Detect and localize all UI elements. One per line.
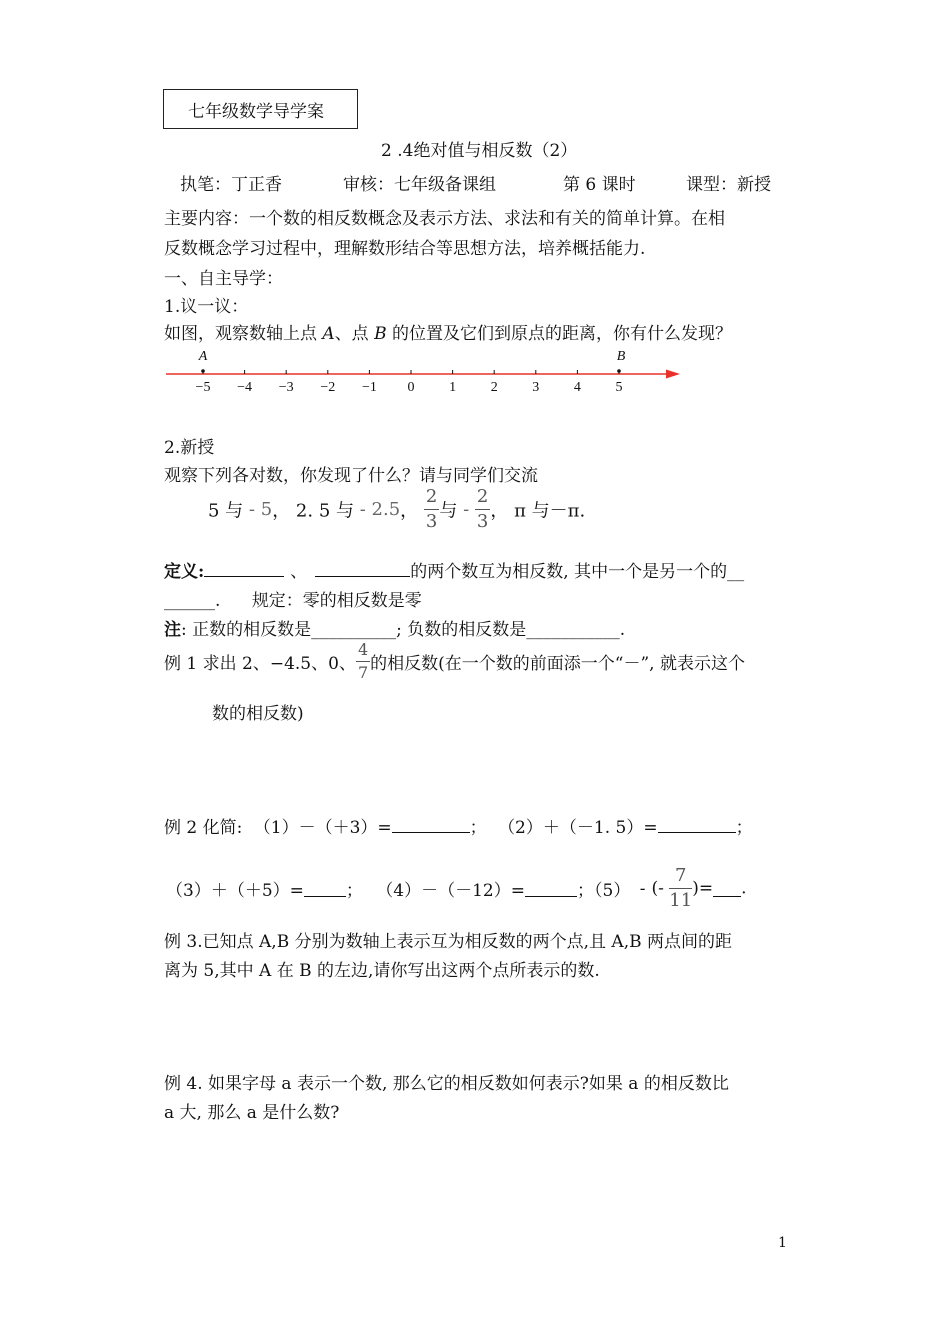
- example-1: [164, 642, 745, 681]
- definition-blank-1[interactable]: [204, 560, 284, 577]
- fraction-denominator: 3: [425, 511, 438, 532]
- definition-blank-2[interactable]: [315, 560, 410, 577]
- period: 第 6 课时: [563, 175, 636, 195]
- pair-2-positive: 2. 5 与: [295, 500, 354, 522]
- example-2-item-5-minus: -: [639, 878, 646, 899]
- title-box: [163, 89, 358, 129]
- pair-2-sep: ，: [400, 500, 419, 522]
- instruction: 观察下列各对数，你发现了什么？请与同学们交流: [164, 466, 538, 486]
- fraction-four-sevenths: [356, 642, 370, 681]
- tick-label: 3: [532, 380, 540, 395]
- intro-line-2: 反数概念学习过程中，理解数形结合等思想方法，培养概括能力.: [164, 239, 646, 259]
- example-2-blank-4[interactable]: [525, 880, 577, 897]
- example-2-item-5-close: ): [692, 878, 699, 899]
- point-a-ref: A: [322, 324, 335, 344]
- point-b-ref: B: [374, 324, 387, 344]
- example-2-item-4: （4）－（－12）=: [376, 881, 525, 901]
- tick-label: −4: [237, 380, 253, 395]
- definition-sep: 、: [290, 562, 308, 582]
- subsection-1: 1.议一议：: [164, 297, 249, 317]
- page-number: 1: [778, 1235, 787, 1251]
- fraction-seven-elevenths: [669, 867, 692, 910]
- question-1: [164, 319, 732, 344]
- point-a-dot: [201, 369, 205, 373]
- example-1-line-2: 数的相反数): [212, 704, 304, 724]
- example-2-item-5-open: (-: [651, 878, 664, 899]
- definition-line-2: [164, 586, 422, 611]
- definition-line: [164, 557, 744, 582]
- question-1-text-c: 的位置及它们到原点的距离，你有什么发现？: [386, 324, 732, 344]
- point-b-label: B: [616, 349, 626, 364]
- question-1-text-a: 如图，观察数轴上点: [164, 324, 323, 344]
- example-2-sep-3: ；: [345, 881, 363, 901]
- pair-1-positive: 5 与: [208, 500, 244, 522]
- tick-label: −5: [195, 380, 211, 395]
- example-3-line-1: 例 3.已知点 A,B 分别为数轴上表示互为相反数的两个点,且 A,B 两点间的距: [164, 932, 732, 952]
- lesson-title: 2 .4绝对值与相反数（2）: [381, 141, 578, 161]
- example-2-label: 例 2 化简:: [164, 818, 243, 838]
- note-blank-1[interactable]: __________: [311, 620, 397, 640]
- point-b-dot: [617, 369, 621, 373]
- definition-rule: 规定：零的相反数是零: [251, 591, 422, 611]
- fraction-numerator: 2: [475, 488, 490, 510]
- number-line-arrow: [666, 370, 680, 379]
- note-text-positive: : 正数的相反数是: [181, 620, 312, 640]
- number-line: [160, 342, 690, 400]
- example-2-blank-3[interactable]: [304, 880, 346, 897]
- reviewer: 审核：七年级备课组: [343, 175, 496, 195]
- question-1-text-b: 、点: [334, 324, 375, 344]
- example-2-item-1: （1）－（＋3）=: [253, 818, 392, 838]
- example-4-line-2: a 大, 那么 a 是什么数?: [164, 1103, 340, 1123]
- note-line: [164, 615, 625, 640]
- example-3-line-2: 离为 5,其中 A 在 B 的左边,请你写出这两个点所表示的数.: [164, 961, 600, 981]
- number-pairs: [208, 488, 585, 531]
- fraction-numerator: 2: [424, 488, 439, 510]
- pair-1-sep: ，: [272, 500, 291, 522]
- example-2-blank-1[interactable]: [392, 816, 470, 833]
- subsection-2: 2.新授: [164, 438, 215, 458]
- pair-2-negative: - 2.5: [359, 499, 401, 520]
- point-a-label: A: [198, 349, 208, 364]
- example-2-item-3: （3）＋（＋5）=: [166, 881, 304, 901]
- fraction-denominator: 7: [357, 663, 369, 682]
- pair-1-negative: - 5: [248, 499, 273, 520]
- box-title: 七年级数学导学案: [188, 102, 324, 122]
- definition-label: 定义:: [164, 562, 205, 582]
- author: 执笔：丁正香: [180, 175, 282, 195]
- example-2-sep-1: ；: [469, 818, 487, 838]
- fraction-two-thirds: [424, 488, 439, 531]
- fraction-numerator: 4: [356, 642, 370, 662]
- pair-3-minus: -: [463, 499, 470, 520]
- fraction-denominator: 11: [669, 890, 693, 911]
- section-heading: 一、自主导学：: [164, 269, 283, 289]
- tick-label: −2: [320, 380, 336, 395]
- definition-text: 的两个数互为相反数, 其中一个是另一个的__: [410, 562, 745, 582]
- tick-label: −1: [361, 380, 377, 395]
- pair-3-sep: ，: [490, 500, 509, 522]
- pair-3-with: 与: [439, 500, 458, 522]
- intro-line-1: 主要内容：一个数的相反数概念及表示方法、求法和有关的简单计算。在相: [164, 209, 725, 229]
- example-2-line-2: [166, 867, 746, 910]
- example-1-text-a: 例 1 求出 2、−4.5、0、: [164, 654, 356, 674]
- note-blank-2[interactable]: ___________.: [526, 620, 626, 640]
- pair-4: π 与－π.: [514, 500, 586, 522]
- tick-label: 5: [615, 380, 623, 395]
- tick-label: −3: [278, 380, 294, 395]
- example-2-item-2: （2）＋（－1. 5）=: [498, 818, 658, 838]
- tick-label: 2: [490, 380, 498, 395]
- tick-label: 0: [407, 380, 415, 395]
- example-2-item-5-end: .: [741, 878, 747, 899]
- note-label: 注: [164, 620, 181, 640]
- fraction-two-thirds-neg: [475, 488, 490, 531]
- example-4-line-1: 例 4. 如果字母 a 表示一个数, 那么它的相反数如何表示?如果 a 的相反数比: [164, 1074, 729, 1094]
- tick-label: 1: [449, 380, 457, 395]
- example-1-text-b: 的相反数(在一个数的前面添一个“－”, 就表示这个: [370, 654, 745, 674]
- example-2-sep-4: ；: [577, 881, 594, 901]
- fraction-denominator: 3: [476, 511, 489, 532]
- example-2-sep-2: ；: [735, 818, 753, 838]
- example-2-blank-2[interactable]: [658, 816, 736, 833]
- lesson-type: 课型：新授: [686, 175, 771, 195]
- example-2-line-1: [164, 813, 753, 838]
- example-2-blank-5[interactable]: [713, 880, 741, 897]
- definition-blank-3[interactable]: ______.: [164, 591, 221, 611]
- example-2-item-5: （5）: [594, 881, 631, 901]
- example-2-item-5-equals: =: [698, 878, 714, 899]
- note-text-negative: ; 负数的相反数是: [396, 620, 527, 640]
- fraction-numerator: 7: [669, 867, 692, 889]
- tick-label: 4: [573, 380, 581, 395]
